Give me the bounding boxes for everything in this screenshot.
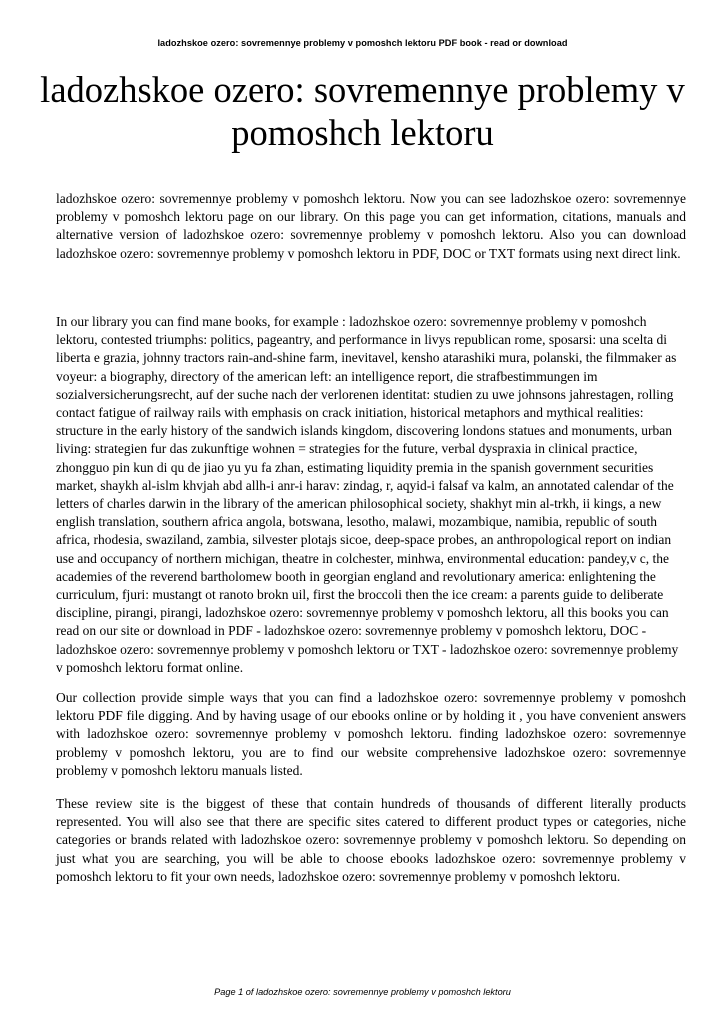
collection-paragraph: Our collection provide simple ways that you can find a ladozhskoe ozero: sovremennye problemy v pomoshch lektoru PDF file digging. And by having usage of our ebooks online or by holding it , you have convenient answers with ladozhskoe ozero: sovremennye problemy v pomoshch lektoru. finding ladozhskoe ozero: sovremennye problemy v pomoshch lektoru, you are to find our website comprehensive ladozhskoe ozero: sovremennye problemy v pomoshch lektoru manuals listed. — [56, 690, 686, 778]
library-paragraph: In our library you can find mane books, for example : ladozhskoe ozero: sovremennye problemy v pomoshch lektoru, contested triumphs: politics, pageantry, and performance in livys republican rome, sposarsi: una scelta di liberta e grazia, johnny tractors rain-and-shine farm, inevitavel, kensho atarashiki mura, polanski, the filmmaker as voyeur: a biography, directory of the american left: an intelligence report, die strafbestimmungen im sozialversicherungsrecht, auf der suche nach der verlorenen identitat: studien zu uwe johnsons jahrestagen, rolling contact fatigue of railway rails with emphasis on crack initiation, historical metaphors and mythical realities: structure in the early history of the sandwich islands kingdom, discovering londons statues and monuments, urban living: strategien fur das zukunftige wohnen = strategies for the future, verbal dyspraxia in clinical practice, zhongguo pin kun di qu de jiao yu yu fa zhan, estimating liquidity premia in the spanish government securities market, shaykh al-islm khvjah abd allh-i anr-i harav: zindag, r, aqyid-i falsaf va kalm, an annotated calendar of the letters of charles darwin in the library of the american philosophical society, shakhyt min al-trkh, ii kings, a new english translation, southern africa angola, botswana, lesotho, malawi, mozambique, namibia, republic of south africa, rhodesia, swaziland, zambia, silvester plotajs sicoe, deep-space probes, an anthropological report on indian use and occupancy of northern michigan, theatre in colchester, minhwa, environmental education: pandey,v c, the academies of the reverend bartholomew booth in georgian england and revolutionary america: enlightening the curriculum, fjuri: mustangt ot ranoto brokn uil, first the broccoli then the ice cream: a parents guide to deliberate discipline, pirangi, pirangi, ladozhskoe ozero: sovremennye problemy v pomoshch lektoru, all this books you can read on our site or download in PDF - ladozhskoe ozero: sovremennye problemy v pomoshch lektoru, DOC - ladozhskoe ozero: sovremennye problemy v pomoshch lektoru or TXT - ladozhskoe ozero: sovremennye problemy v pomoshch lektoru format online. — [56, 314, 679, 675]
page-footer: Page 1 of ladozhskoe ozero: sovremennye problemy v pomoshch lektoru — [214, 987, 511, 997]
intro-paragraph: ladozhskoe ozero: sovremennye problemy v pomoshch lektoru. Now you can see ladozhskoe ozero: sovremennye problemy v pomoshch lektoru page on our library. On this page you can get information, citations, manuals and alternative version of ladozhskoe ozero: sovremennye problemy v pomoshch lektoru. Also you can download ladozhskoe ozero: sovremennye problemy v pomoshch lektoru in PDF, DOC or TXT formats using next direct link. — [56, 191, 686, 261]
page-title: ladozhskoe ozero: sovremennye problemy v pomoshch lektoru — [40, 69, 685, 153]
running-header: ladozhskoe ozero: sovremennye problemy v pomoshch lektoru PDF book - read or download — [157, 38, 568, 48]
review-paragraph: These review site is the biggest of these that contain hundreds of thousands of different literally products represented. You will also see that there are specific sites catered to different product types or categories, niche categories or brands related with ladozhskoe ozero: sovremennye problemy v pomoshch lektoru. So depending on just what you are searching, you will be able to choose ebooks ladozhskoe ozero: sovremennye problemy v pomoshch lektoru to fit your own needs, ladozhskoe ozero: sovremennye problemy v pomoshch lektoru. — [56, 796, 686, 884]
